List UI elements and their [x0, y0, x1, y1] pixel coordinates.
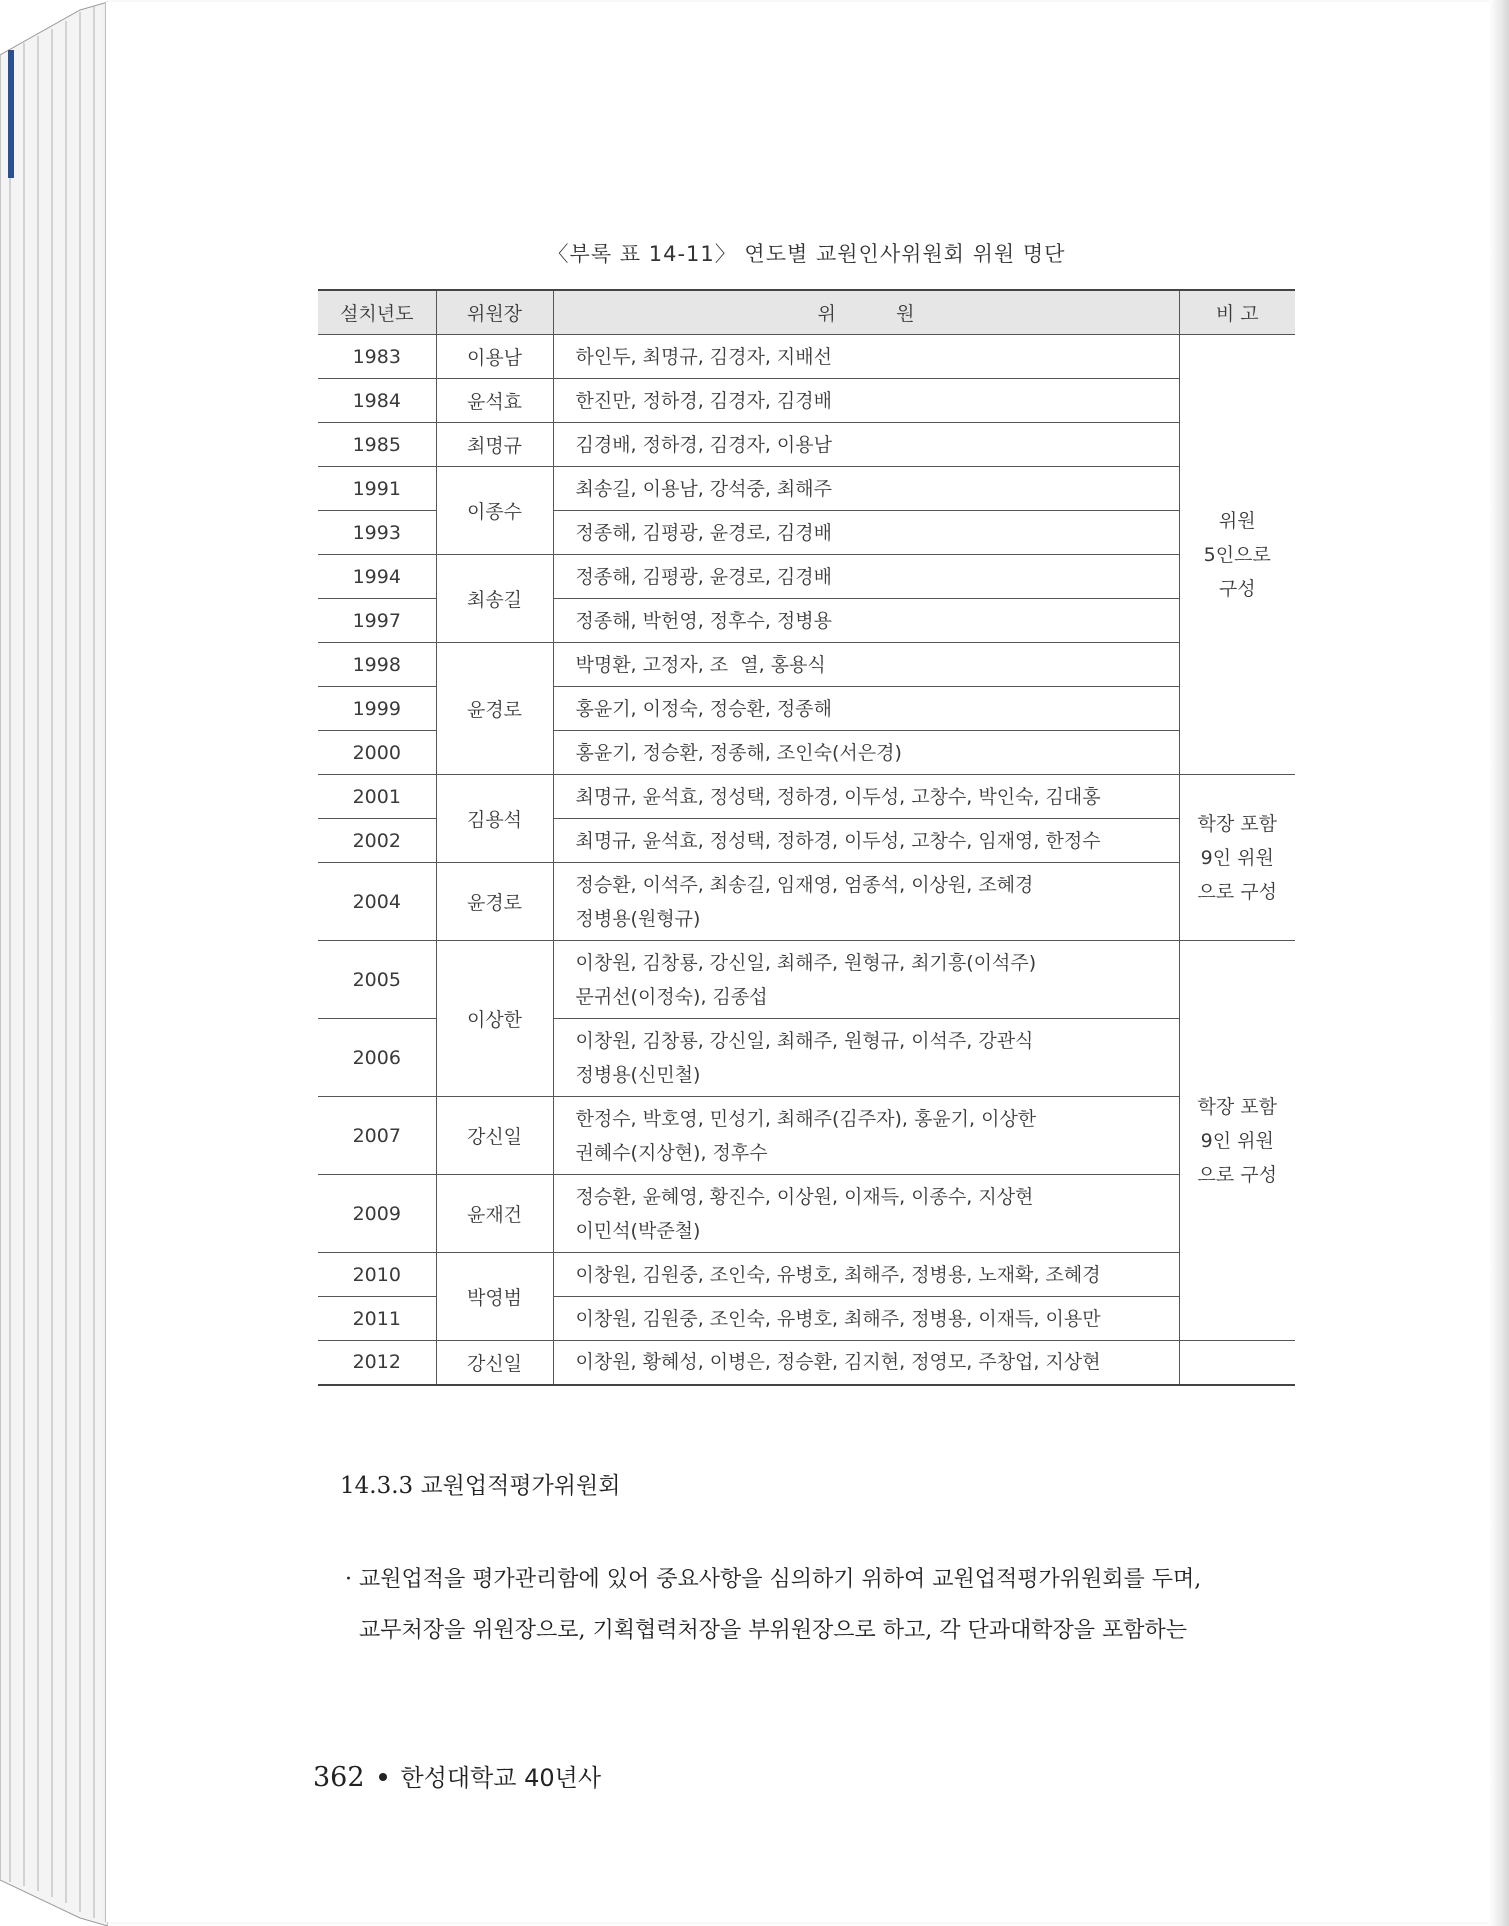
- table-row: [318, 1341, 1295, 1385]
- cell-year: 2001: [318, 775, 436, 819]
- cell-year: 1983: [318, 335, 436, 379]
- members-line: 최명규, 윤석효, 정성택, 정하경, 이두성, 고창수, 박인숙, 김대홍: [575, 785, 1101, 808]
- members-line: 정종해, 김평광, 윤경로, 김경배: [575, 521, 832, 544]
- members-line: 정승환, 이석주, 최송길, 임재영, 엄종석, 이상원, 조혜경: [575, 873, 1034, 896]
- cell-members: [553, 941, 1179, 1019]
- table-row: [318, 941, 1295, 1019]
- table-body: [318, 335, 1295, 1385]
- cell-year: 1993: [318, 511, 436, 555]
- page-footer: [313, 1758, 601, 1793]
- table-header-row: [318, 290, 1295, 335]
- table-row: [318, 863, 1295, 941]
- cell-members: [553, 863, 1179, 941]
- members-line: 이창원, 김창룡, 강신일, 최해주, 원형규, 이석주, 강관식: [575, 1029, 1034, 1052]
- cell-year: 2011: [318, 1297, 436, 1341]
- note-line: 학장 포함: [1197, 1095, 1277, 1118]
- members-line: 문귀선(이정숙), 김종섭: [575, 985, 768, 1008]
- cell-year: 2005: [318, 941, 436, 1019]
- cell-chair: 이용남: [436, 335, 553, 379]
- members-line: 권혜수(지상현), 정후수: [575, 1141, 768, 1164]
- cell-year: 2012: [318, 1341, 436, 1385]
- table-row: [318, 1097, 1295, 1175]
- cell-chair: 강신일: [436, 1097, 553, 1175]
- table-row: [318, 379, 1295, 423]
- members-line: 이창원, 황혜성, 이병은, 정승환, 김지현, 정영모, 주창업, 지상현: [575, 1351, 1101, 1374]
- cell-year: 2006: [318, 1019, 436, 1097]
- cell-chair: 이종수: [436, 467, 553, 555]
- committee-roster-table: [318, 289, 1295, 1386]
- cell-members: [553, 819, 1179, 863]
- members-line: 이창원, 김창룡, 강신일, 최해주, 원형규, 최기흥(이석주): [575, 951, 1037, 974]
- cell-members: [553, 511, 1179, 555]
- header-chair: 위원장: [436, 290, 553, 335]
- cell-year: 1999: [318, 687, 436, 731]
- members-line: 정종해, 김평광, 윤경로, 김경배: [575, 565, 832, 588]
- cell-members: [553, 555, 1179, 599]
- bullet-dot-icon: [379, 1773, 387, 1781]
- note-line: 위원: [1218, 509, 1256, 532]
- cell-members: [553, 1297, 1179, 1341]
- members-line: 하인두, 최명규, 김경자, 지배선: [575, 345, 832, 368]
- members-line: 김경배, 정하경, 김경자, 이용남: [575, 433, 832, 456]
- cell-members: [553, 423, 1179, 467]
- cell-year: 2002: [318, 819, 436, 863]
- cell-year: 1985: [318, 423, 436, 467]
- table-row: [318, 467, 1295, 511]
- note-line: 으로 구성: [1197, 1163, 1277, 1186]
- cell-members: [553, 379, 1179, 423]
- cell-chair: 윤경로: [436, 863, 553, 941]
- cell-members: [553, 775, 1179, 819]
- cell-note: [1179, 1341, 1295, 1385]
- cell-year: 2007: [318, 1097, 436, 1175]
- table-row: [318, 1253, 1295, 1297]
- paragraph-line-2: 교무처장을 위원장으로, 기획협력처장을 부위원장으로 하고, 각 단과대학장을 포함하는: [345, 1618, 1187, 1643]
- cell-year: 1998: [318, 643, 436, 687]
- note-line: 학장 포함: [1197, 812, 1277, 835]
- cell-year: 2000: [318, 731, 436, 775]
- table-row: [318, 423, 1295, 467]
- table-row: [318, 643, 1295, 687]
- cell-year: 1997: [318, 599, 436, 643]
- members-line: 한정수, 박호영, 민성기, 최해주(김주자), 홍윤기, 이상한: [575, 1107, 1037, 1130]
- cell-chair: 김용석: [436, 775, 553, 863]
- cell-members: [553, 1175, 1179, 1253]
- table-row: [318, 335, 1295, 379]
- members-line: 정종해, 박헌영, 정후수, 정병용: [575, 609, 832, 632]
- members-line: 이민석(박준철): [575, 1219, 701, 1242]
- cell-members: [553, 643, 1179, 687]
- book-title: 한성대학교 40년사: [400, 1764, 602, 1792]
- cell-chair: 박영범: [436, 1253, 553, 1341]
- cell-members: [553, 731, 1179, 775]
- header-year: 설치년도: [318, 290, 436, 335]
- cell-year: 1994: [318, 555, 436, 599]
- cell-members: [553, 599, 1179, 643]
- note-line: 으로 구성: [1197, 880, 1277, 903]
- book-page-edges: [0, 0, 108, 1926]
- cell-chair: 최명규: [436, 423, 553, 467]
- cell-chair: 윤재건: [436, 1175, 553, 1253]
- note-line: 9인 위원: [1200, 1129, 1274, 1152]
- cell-year: 1991: [318, 467, 436, 511]
- members-line: 홍윤기, 정승환, 정종해, 조인숙(서은경): [575, 741, 902, 764]
- note-line: 5인으로: [1203, 543, 1271, 566]
- members-line: 이창원, 김원중, 조인숙, 유병호, 최해주, 정병용, 이재득, 이용만: [575, 1307, 1101, 1330]
- cell-note: [1179, 335, 1295, 775]
- members-line: 정병용(신민철): [575, 1063, 701, 1086]
- paragraph-line-1: · 교원업적을 평가관리함에 있어 중요사항을 심의하기 위하여 교원업적평가위원회를 두며,: [345, 1567, 1202, 1592]
- cell-note: [1179, 941, 1295, 1341]
- table-row: [318, 1175, 1295, 1253]
- members-line: 한진만, 정하경, 김경자, 김경배: [575, 389, 832, 412]
- table-row: [318, 775, 1295, 819]
- members-line: 최송길, 이용남, 강석중, 최해주: [575, 477, 832, 500]
- cell-chair: 윤석효: [436, 379, 553, 423]
- cell-year: 2009: [318, 1175, 436, 1253]
- cell-chair: 강신일: [436, 1341, 553, 1385]
- members-line: 정승환, 윤혜영, 황진수, 이상원, 이재득, 이종수, 지상현: [575, 1185, 1034, 1208]
- header-members: 위 원: [553, 290, 1179, 335]
- note-line: 구성: [1218, 577, 1256, 600]
- members-line: 홍윤기, 이정숙, 정승환, 정종해: [575, 697, 832, 720]
- table-row: [318, 555, 1295, 599]
- table-caption: 〈부록 표 14-11〉 연도별 교원인사위원회 위원 명단: [547, 242, 1066, 266]
- cell-chair: 이상한: [436, 941, 553, 1097]
- cell-members: [553, 467, 1179, 511]
- cell-members: [553, 335, 1179, 379]
- cell-members: [553, 1019, 1179, 1097]
- cell-year: 2004: [318, 863, 436, 941]
- cell-year: 1984: [318, 379, 436, 423]
- members-line: 박명환, 고정자, 조 열, 홍용식: [575, 653, 826, 676]
- cell-chair: 윤경로: [436, 643, 553, 775]
- cell-members: [553, 687, 1179, 731]
- members-line: 최명규, 윤석효, 정성택, 정하경, 이두성, 고창수, 임재영, 한정수: [575, 829, 1101, 852]
- page-number: 362: [313, 1762, 365, 1793]
- cell-members: [553, 1253, 1179, 1297]
- cell-members: [553, 1097, 1179, 1175]
- members-line: 정병용(원형규): [575, 907, 701, 930]
- cell-note: [1179, 775, 1295, 941]
- section-title: 14.3.3 교원업적평가위원회: [340, 1473, 621, 1499]
- cell-members: [553, 1341, 1179, 1385]
- header-notes: 비 고: [1179, 290, 1295, 335]
- cell-chair: 최송길: [436, 555, 553, 643]
- members-line: 이창원, 김원중, 조인숙, 유병호, 최해주, 정병용, 노재확, 조혜경: [575, 1263, 1101, 1286]
- page-right-edge: [1489, 0, 1509, 1926]
- note-line: 9인 위원: [1200, 846, 1274, 869]
- cell-year: 2010: [318, 1253, 436, 1297]
